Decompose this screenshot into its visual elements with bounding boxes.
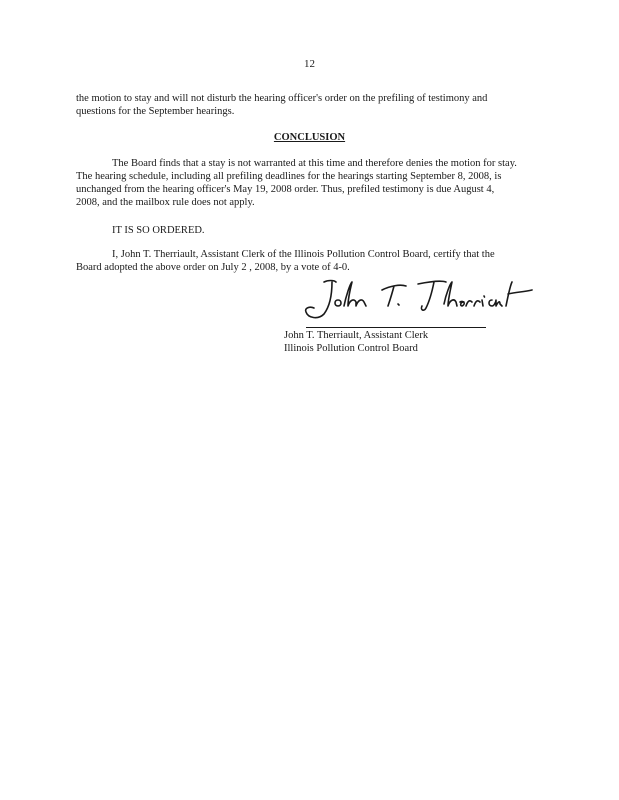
signature-block [284,329,428,355]
conclusion-paragraph: The Board finds that a stay is not warranted at this time and therefore denies the motion for stay. The hearing schedule, including all prefiling deadlines for the hearings starting September 8, 2008, is unchanged from the hearing officer's May 19, 2008 order. Thus, prefiled testimony is due August 4, 2008, and the mailbox rule does not apply. [76,158,517,208]
conclusion-heading: CONCLUSION [273,132,346,143]
so-ordered-statement: IT IS SO ORDERED. [112,225,205,236]
certification-paragraph: I, John T. Therriault, Assistant Clerk of the Illinois Pollution Control Board, certify that the Board adopted the above order on July 2 , 2008, by a vote of 4-0. [76,249,495,273]
signature-line [306,327,486,328]
continuation-paragraph: the motion to stay and will not disturb the hearing officer's order on the prefiling of testimony and questions for the September hearings. [76,93,488,117]
signer-name-title: John T. Therriault, Assistant Clerk [284,330,429,341]
signer-organization: Illinois Pollution Control Board [284,343,418,354]
handwritten-signature [294,270,534,326]
page-number: 12 [304,58,315,70]
